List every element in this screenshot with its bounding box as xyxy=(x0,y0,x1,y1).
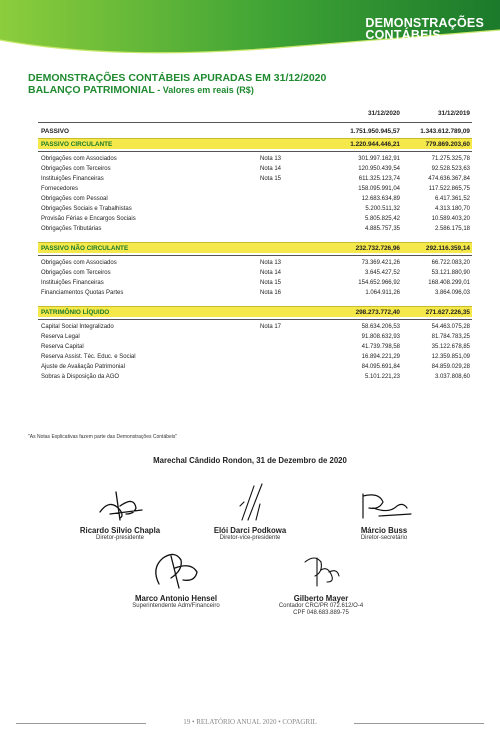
signatory-name: Gilberto Mayer xyxy=(293,594,349,603)
table-row: Obrigações Sociais e Trabalhistas 5.200.511,32 4.313.180,70 xyxy=(41,206,470,212)
table-row: Fornecedores 158.095.991,04 117.522.865,75 xyxy=(41,186,470,192)
rows-nao-circulante xyxy=(38,258,472,298)
handwritten-signature xyxy=(141,548,211,592)
column-2019: 31/12/2019 xyxy=(438,110,470,117)
table-row: Reserva Legal 91.808.632,93 81.784.783,25 xyxy=(41,334,470,340)
signatory-role: Diretor-presidente xyxy=(95,535,145,541)
title-line1: DEMONSTRAÇÕES CONTÁBEIS APURADAS EM 31/12/2020 xyxy=(28,72,327,84)
table-row: Instituições Financeiras Nota 15 611.325.123,74 474.636.367,84 xyxy=(41,176,470,182)
signatory-role: Contador CRC/PR 072.612/O-4 xyxy=(278,603,364,609)
signatory-name: Márcio Buss xyxy=(360,526,408,535)
balance-sheet-table xyxy=(38,106,472,382)
table-row: Ajuste de Avaliação Patrimonial 84.095.691,84 84.859.029,28 xyxy=(41,364,470,370)
table-row: Sobras à Disposição da AGO 5.101.221,23 3.037.808,60 xyxy=(41,374,470,380)
column-header xyxy=(38,106,472,120)
table-row: Obrigações com Terceiros Nota 14 120.950.439,54 92.528.523,63 xyxy=(41,166,470,172)
signature-block-5 xyxy=(256,552,386,617)
table-row: Reserva Capital 41.739.798,58 35.122.678,85 xyxy=(41,344,470,350)
table-row: Instituições Financeiras Nota 15 154.652.966,92 168.408.299,01 xyxy=(41,280,470,286)
divider xyxy=(38,151,472,152)
signature-block-3 xyxy=(324,488,444,542)
footnote: "As Notas Explicativas fazem parte das Demonstrações Contábeis" xyxy=(28,434,178,440)
rows-patrimonio xyxy=(38,322,472,382)
signatory-name: Elói Darci Podkowa xyxy=(213,526,287,535)
header-band xyxy=(0,0,500,58)
footer-rule-right xyxy=(354,723,484,724)
section-patrimonio-liquido: PATRIMÔNIO LÍQUIDO 298.273.772,40 271.627.226,35 xyxy=(38,306,472,317)
document-title xyxy=(28,72,478,96)
header-title: DEMONSTRAÇÕES CONTÁBEIS xyxy=(365,16,484,42)
place-date: Marechal Cândido Rondon, 31 de Dezembro de 2020 xyxy=(153,456,347,465)
divider xyxy=(38,122,472,123)
signature-block-4 xyxy=(116,548,236,610)
rows-circulante xyxy=(38,154,472,234)
column-2020: 31/12/2020 xyxy=(368,110,400,117)
table-row: Obrigações com Terceiros Nota 14 3.645.427,52 53.121.880,90 xyxy=(41,270,470,276)
table-row: Obrigações com Associados Nota 13 301.997.162,91 71.275.325,78 xyxy=(41,156,470,162)
table-row: Financiamentos Quotas Partes Nota 16 1.064.911,26 3.864.096,03 xyxy=(41,290,470,296)
page-footer xyxy=(0,716,500,730)
table-row: Provisão Férias e Encargos Sociais 5.805.825,42 10.589.403,20 xyxy=(41,216,470,222)
handwritten-signature xyxy=(349,488,419,524)
signatory-name: Ricardo Sílvio Chapla xyxy=(79,526,161,535)
table-row: Obrigações Tributárias 4.885.757,35 2.586.175,18 xyxy=(41,226,470,232)
spacer xyxy=(38,234,472,242)
handwritten-signature xyxy=(291,552,351,592)
header-subtitle: COOPERATIVA AGROINDUSTRIAL COPAGRIL · CNPJ 81.584.278/0001-55 xyxy=(360,44,484,48)
section-passivo-circulante: PASSIVO CIRCULANTE 1.220.944.446,21 779.869.203,60 xyxy=(38,138,472,149)
table-row: Obrigações com Associados Nota 13 73.369.421,26 66.722.083,20 xyxy=(41,260,470,266)
divider xyxy=(38,319,472,320)
signatory-role: Diretor-secretário xyxy=(360,535,408,541)
handwritten-signature xyxy=(220,480,280,524)
table-row: Capital Social Integralizado Nota 17 58.634.206,53 54.463.075,28 xyxy=(41,324,470,330)
handwritten-signature xyxy=(90,488,150,524)
table-row: Reserva Assist. Téc. Educ. e Social 16.894.221,29 12.359.851,09 xyxy=(41,354,470,360)
spacer xyxy=(38,298,472,306)
footer-text: 19 • RELATÓRIO ANUAL 2020 • COPAGRIL xyxy=(183,718,317,726)
signature-block-1 xyxy=(60,488,180,542)
signatory-name: Marco Antonio Hensel xyxy=(134,594,218,603)
title-line2: BALANÇO PATRIMONIAL - Valores em reais (R$) xyxy=(28,84,254,96)
signatory-role: Superintendente Adm/Financeiro xyxy=(132,603,220,609)
total-row-passivo: PASSIVO 1.751.950.945,57 1.343.612.789,09 xyxy=(41,128,470,135)
signature-block-2 xyxy=(190,480,310,542)
divider xyxy=(38,255,472,256)
signatory-role: Diretor-vice-presidente xyxy=(219,535,281,541)
table-row: Obrigações com Pessoal 12.683.634,89 6.417.361,52 xyxy=(41,196,470,202)
section-passivo-nao-circulante: PASSIVO NÃO CIRCULANTE 232.732.726,96 292.116.359,14 xyxy=(38,242,472,253)
signatory-cpf: CPF 048.683.889-75 xyxy=(293,610,349,616)
